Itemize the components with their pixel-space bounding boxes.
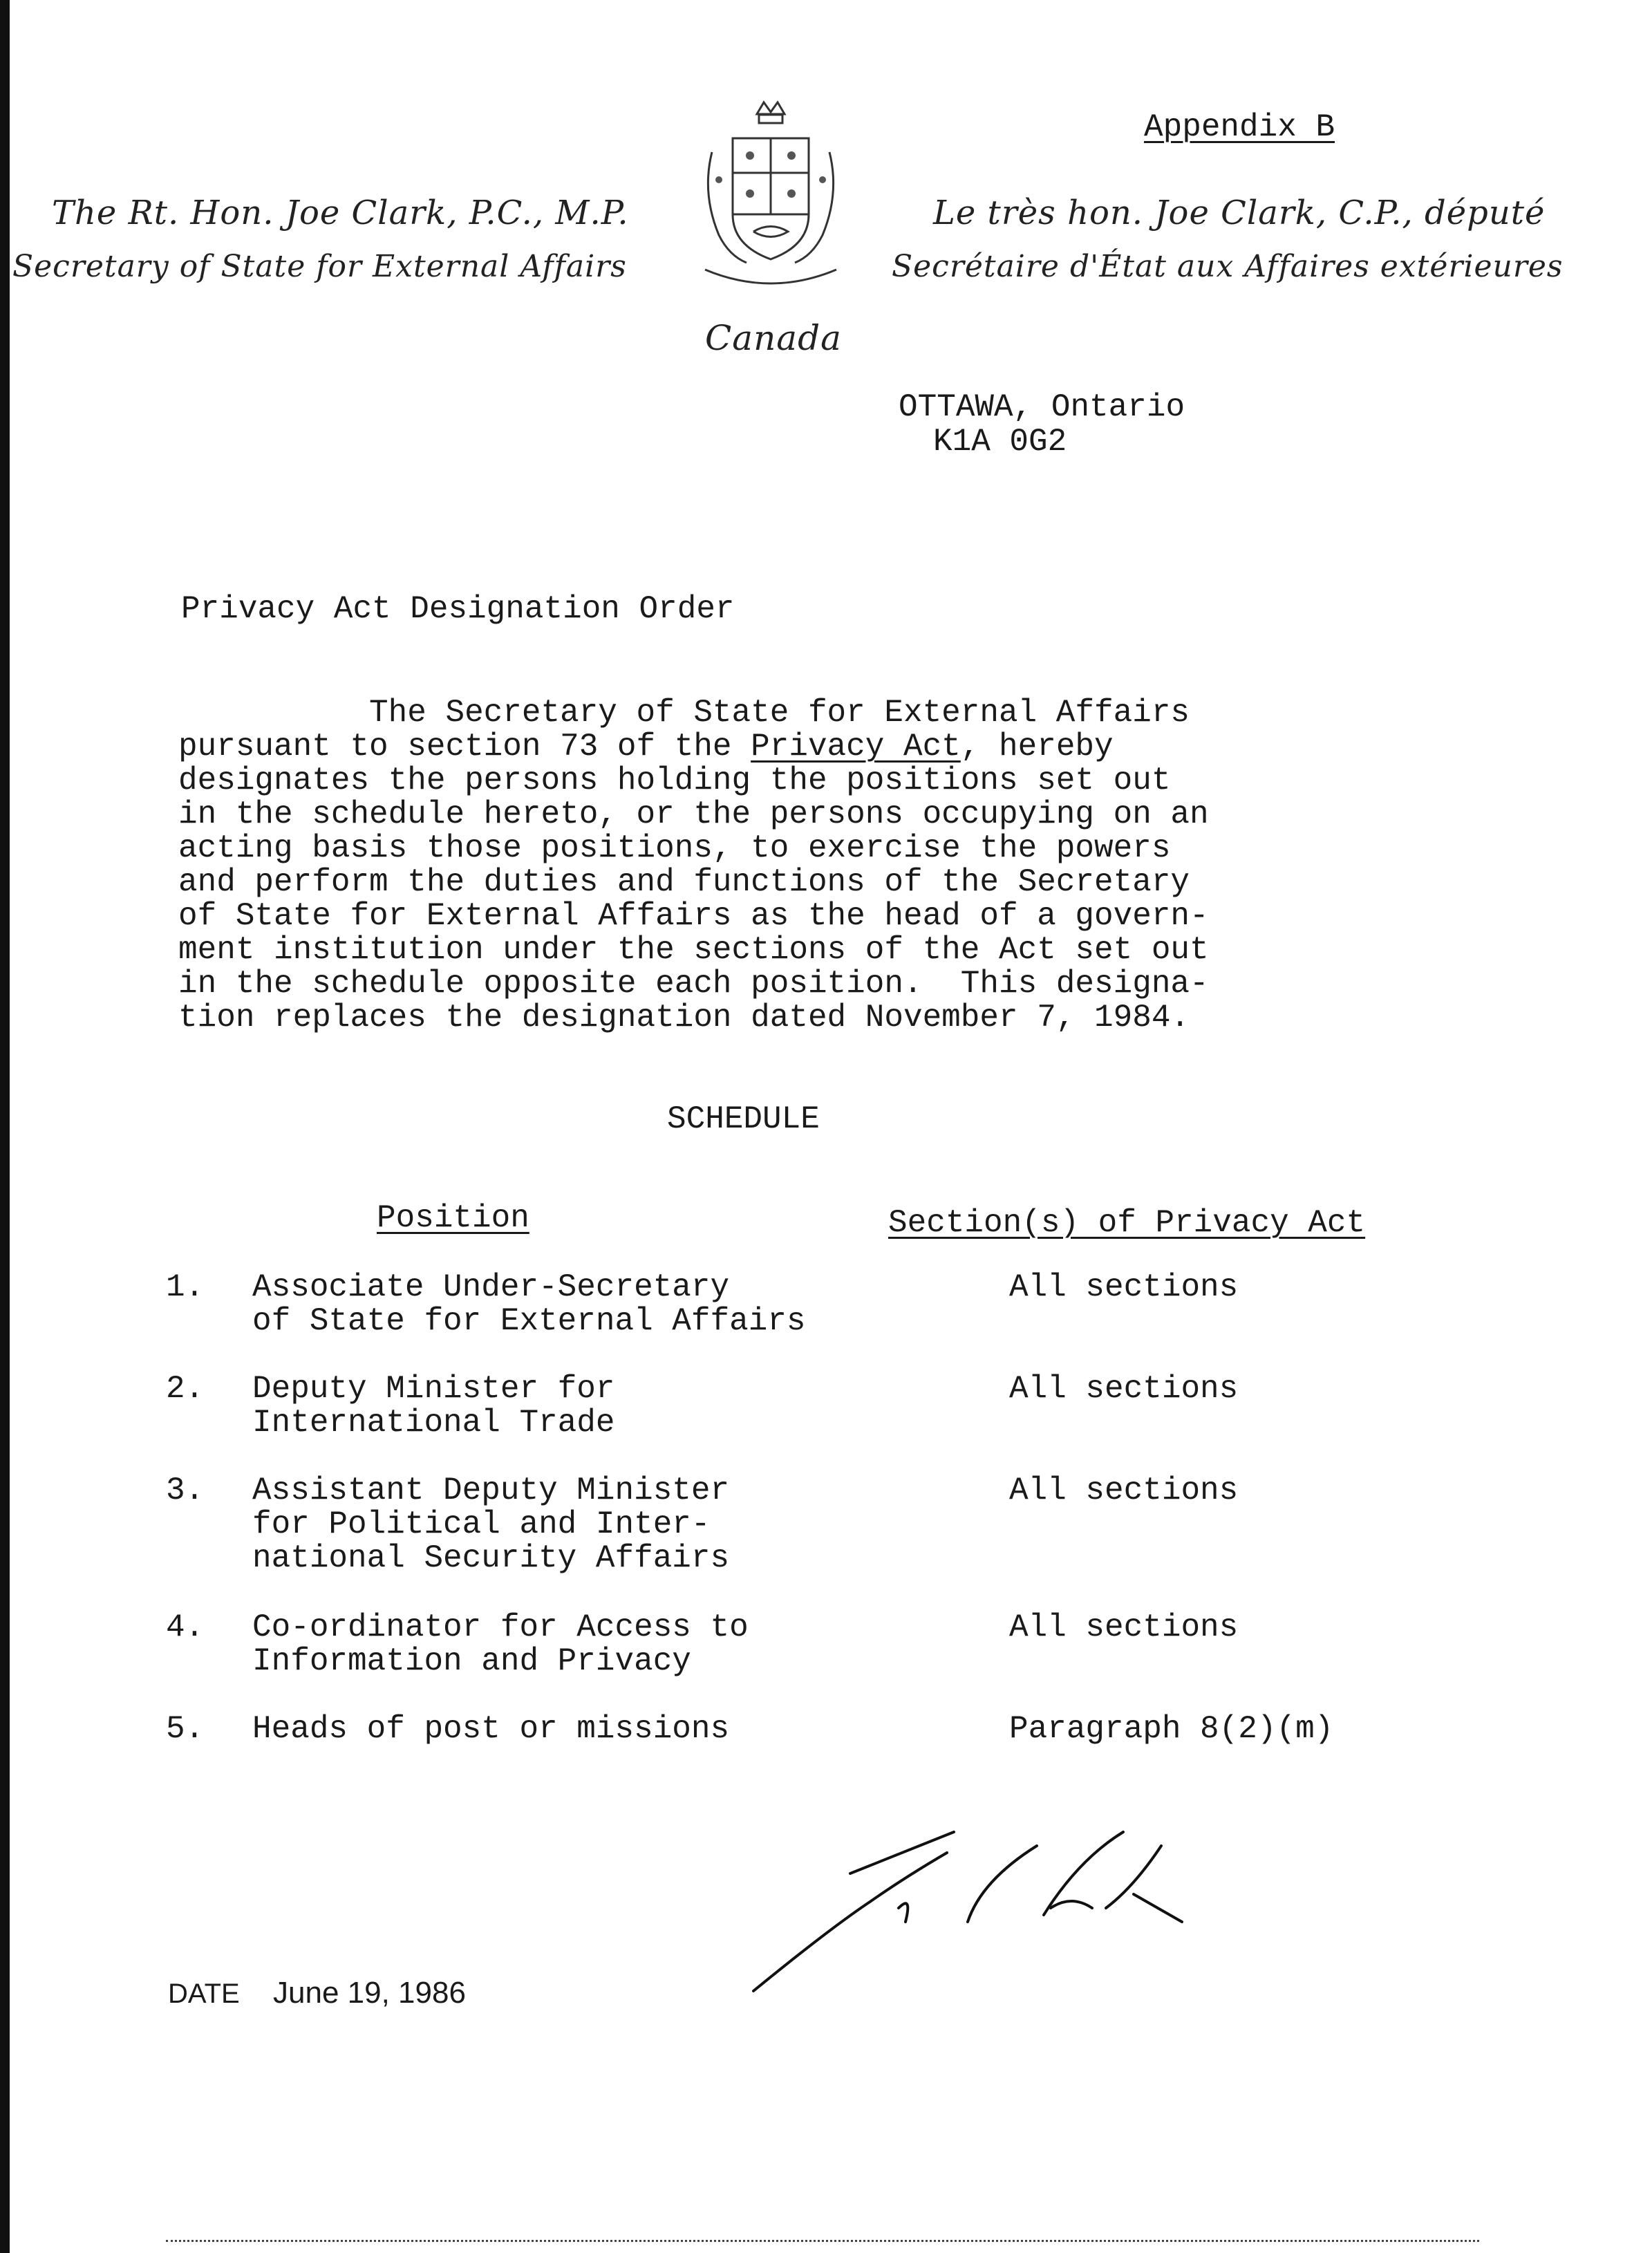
appendix-label: Appendix B (1144, 109, 1335, 145)
body-line: in the schedule hereto, or the persons occupying on an (178, 796, 1209, 832)
row-position: Assistant Deputy Minister for Political and Inter- national Security Affairs (252, 1473, 730, 1576)
row-number: 4. (166, 1609, 205, 1645)
body-line: of State for External Affairs as the head of a govern- (178, 898, 1209, 934)
schedule-heading: SCHEDULE (667, 1101, 820, 1137)
row-section: All sections (1009, 1371, 1239, 1407)
coat-of-arms-icon (691, 97, 850, 311)
body-line: The Secretary of State for External Affairs (178, 695, 1190, 731)
body-line: pursuant to section 73 of the Privacy Act, hereby (178, 729, 1114, 765)
row-position: Heads of post or missions (252, 1711, 730, 1747)
column-header-position: Position (377, 1200, 529, 1236)
address-postal-code: K1A 0G2 (933, 424, 1067, 460)
bottom-divider (166, 2240, 1479, 2242)
row-number: 5. (166, 1711, 205, 1747)
scan-edge (0, 0, 10, 2253)
row-position: Associate Under-Secretary of State for External Affairs (252, 1269, 806, 1339)
date-value: June 19, 1986 (273, 1976, 466, 2010)
address-city: OTTAWA, Ontario (899, 389, 1185, 425)
column-header-section: Section(s) of Privacy Act (888, 1205, 1366, 1241)
letterhead-fr-name: Le très hon. Joe Clark, C.P., député (933, 194, 1546, 232)
body-paragraph (178, 696, 1298, 1035)
row-section: All sections (1009, 1473, 1239, 1508)
letterhead-en-title: Secretary of State for External Affairs (12, 249, 627, 284)
letterhead-en-name: The Rt. Hon. Joe Clark, P.C., M.P. (52, 194, 629, 232)
row-position: Co-ordinator for Access to Information and Privacy (252, 1609, 749, 1679)
body-line: ment institution under the sections of the Act set out (178, 932, 1209, 968)
body-line: acting basis those positions, to exercise the powers (178, 830, 1171, 866)
body-line: in the schedule opposite each position. This designa- (178, 966, 1209, 1002)
crest-caption: Canada (705, 318, 842, 358)
row-number: 3. (166, 1473, 205, 1508)
letterhead-fr-title: Secrétaire d'État aux Affaires extérieures (892, 249, 1564, 284)
date-label: DATE (168, 1979, 240, 2009)
document-title: Privacy Act Designation Order (181, 591, 735, 627)
body-line: tion replaces the designation dated November 7, 1984. (178, 1000, 1190, 1036)
row-section: All sections (1009, 1609, 1239, 1645)
row-section: All sections (1009, 1269, 1239, 1305)
body-line: designates the persons holding the positions set out (178, 763, 1171, 798)
row-section: Paragraph 8(2)(m) (1009, 1711, 1334, 1747)
act-name: Privacy Act (751, 729, 961, 765)
signature (747, 1818, 1217, 1998)
body-line: and perform the duties and functions of the Secretary (178, 864, 1190, 900)
row-position: Deputy Minister for International Trade (252, 1371, 615, 1441)
row-number: 1. (166, 1269, 205, 1305)
row-number: 2. (166, 1371, 205, 1407)
